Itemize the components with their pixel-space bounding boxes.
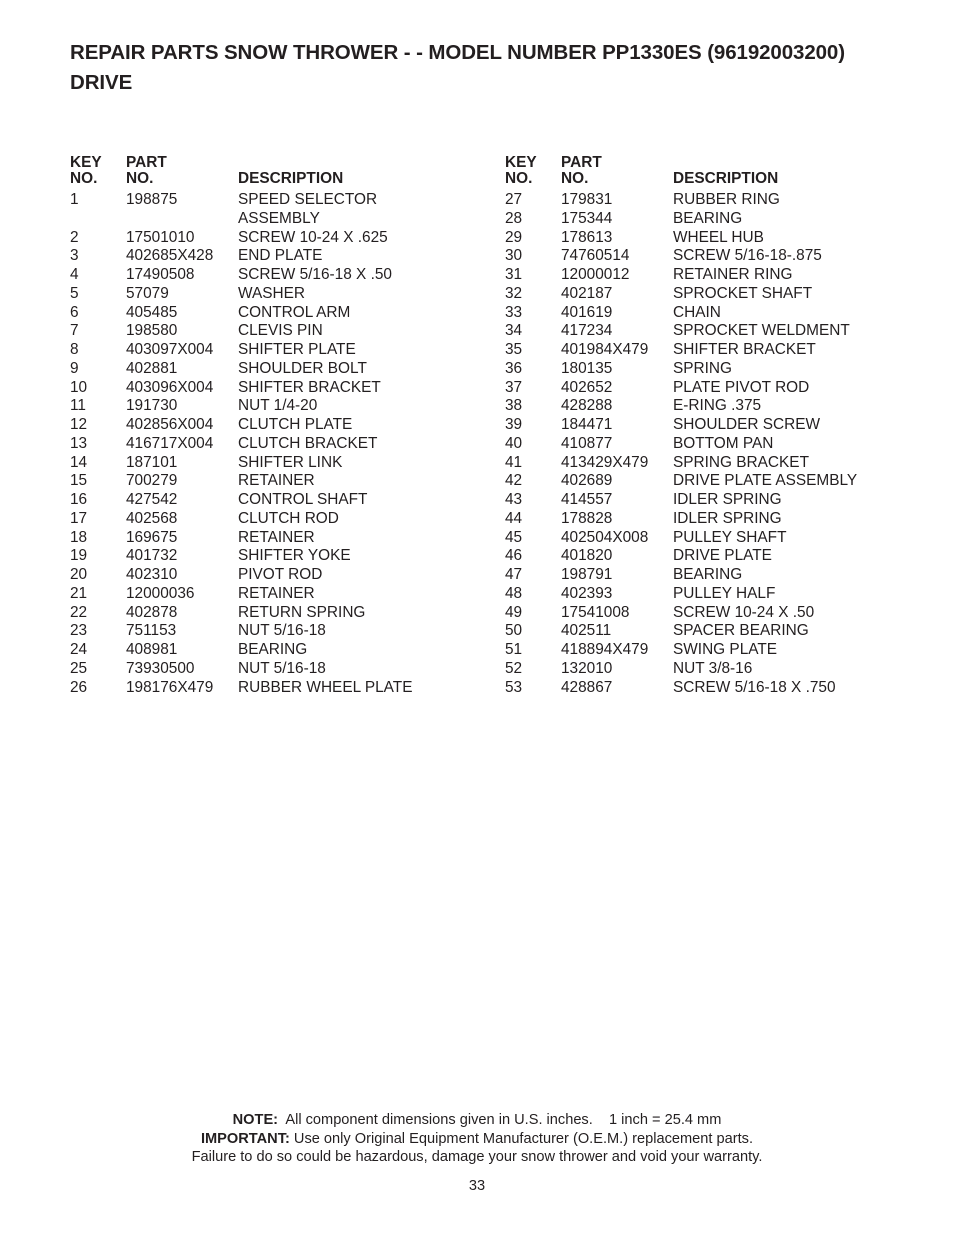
description: SCREW 10-24 X .625 [238, 228, 388, 246]
part-no: 73930500 [126, 659, 195, 677]
key-no: 46 [505, 547, 523, 565]
part-no: 428867 [561, 678, 613, 696]
part-no-header: PART NO. [561, 154, 602, 187]
page-title-line-2: DRIVE [70, 71, 133, 94]
part-no: 402685X428 [126, 247, 214, 265]
description: SPROCKET WELDMENT [673, 322, 850, 340]
description: BEARING [238, 641, 308, 658]
description: DRIVE PLATE ASSEMBLY [673, 472, 858, 490]
key-no: 9 [70, 359, 79, 377]
key-no: 41 [505, 453, 523, 471]
part-no: 401820 [561, 547, 613, 565]
key-no: 18 [70, 528, 88, 546]
key-no: 23 [70, 622, 88, 640]
part-no: 403097X004 [126, 341, 214, 358]
important-line: IMPORTANT: Use only Original Equipment Manufacturer (O.E.M.) replacement parts. [200, 1130, 754, 1147]
part-no-header: PART NO. [126, 154, 167, 187]
key-no: 31 [505, 266, 523, 283]
key-no: 53 [505, 678, 523, 696]
description: SPRING [673, 359, 733, 377]
part-no: 700279 [126, 472, 178, 490]
key-no: 42 [505, 472, 523, 490]
description: IDLER SPRING [673, 509, 782, 527]
part-no: 414557 [561, 491, 613, 508]
description: CHAIN [673, 303, 721, 321]
description: SPEED SELECTOR [238, 191, 378, 208]
description: SWING PLATE [673, 641, 778, 658]
key-no: 48 [505, 584, 523, 602]
key-no: 34 [505, 322, 523, 340]
part-no: 427542 [126, 491, 178, 508]
part-no: 191730 [126, 397, 178, 415]
part-no: 413429X479 [561, 453, 649, 471]
part-no: 402187 [561, 284, 613, 302]
footer-notes [0, 1111, 954, 1167]
description: CLUTCH PLATE [238, 416, 353, 433]
key-no: 5 [70, 284, 79, 302]
key-no: 14 [70, 453, 88, 471]
description: SHIFTER LINK [238, 453, 343, 471]
description: IDLER SPRING [673, 491, 782, 508]
part-no: 17541008 [561, 603, 630, 621]
key-no: 11 [70, 397, 86, 415]
part-no: 401732 [126, 547, 178, 565]
part-no: 198791 [561, 566, 613, 583]
part-no: 416717X004 [126, 434, 214, 452]
part-no: 57079 [126, 284, 169, 302]
description: END PLATE [238, 247, 323, 265]
description: SPRING BRACKET [673, 453, 809, 471]
description: NUT 3/8-16 [673, 659, 753, 677]
key-no: 26 [70, 678, 88, 696]
key-no: 12 [70, 416, 88, 433]
key-no: 3 [70, 247, 79, 265]
part-no: 169675 [126, 528, 178, 546]
part-no: 401984X479 [561, 341, 649, 358]
part-no: 12000036 [126, 584, 195, 602]
key-no: 45 [505, 528, 523, 546]
key-no: 27 [505, 191, 523, 208]
description: CONTROL SHAFT [238, 491, 368, 508]
key-no: 52 [505, 659, 523, 677]
key-no: 1 [70, 191, 79, 208]
description: SHOULDER SCREW [673, 416, 821, 433]
key-no: 20 [70, 566, 88, 583]
part-no: 402881 [126, 359, 178, 377]
key-no: 10 [70, 378, 88, 396]
page-title-line-1: REPAIR PARTS SNOW THROWER - - MODEL NUMBER PP1330ES (96192003200) [70, 41, 845, 64]
part-no: 132010 [561, 659, 613, 677]
key-no: 13 [70, 434, 88, 452]
key-no: 22 [70, 603, 88, 621]
part-no: 175344 [561, 209, 613, 227]
part-no: 428288 [561, 397, 613, 415]
key-no: 37 [505, 378, 523, 396]
key-no: 39 [505, 416, 523, 433]
description: PULLEY HALF [673, 584, 776, 602]
description: E-RING .375 [673, 397, 762, 415]
part-no: 403096X004 [126, 378, 214, 396]
description: RETAINER [238, 584, 315, 602]
part-no: 178613 [561, 228, 613, 246]
description: SHIFTER PLATE [238, 341, 356, 358]
part-no: 402856X004 [126, 416, 214, 433]
key-no: 8 [70, 341, 79, 358]
description: SPACER BEARING [673, 622, 809, 640]
description: BEARING [673, 209, 743, 227]
part-no: 12000012 [561, 266, 630, 283]
part-no: 198176X479 [126, 678, 214, 696]
key-no: 29 [505, 228, 523, 246]
description: BOTTOM PAN [673, 434, 774, 452]
key-no: 28 [505, 209, 523, 227]
description: SHIFTER YOKE [238, 547, 351, 565]
key-no: 25 [70, 659, 88, 677]
note-line: NOTE: All component dimensions given in U.S. inches. 1 inch = 25.4 mm [232, 1112, 722, 1128]
key-no: 35 [505, 341, 523, 358]
description: NUT 1/4-20 [238, 397, 318, 415]
description: SHOULDER BOLT [238, 359, 367, 377]
part-no: 402689 [561, 472, 613, 490]
part-no: 405485 [126, 303, 178, 321]
key-no: 43 [505, 491, 523, 508]
part-no: 402652 [561, 378, 613, 396]
key-no: 32 [505, 284, 523, 302]
part-no: 410877 [561, 434, 613, 452]
part-no: 402310 [126, 566, 178, 583]
description-header: DESCRIPTION [238, 170, 344, 187]
key-no-header: KEY NO. [70, 154, 102, 187]
key-no: 33 [505, 303, 523, 321]
part-no: 402878 [126, 603, 178, 621]
part-no: 180135 [561, 359, 613, 377]
description: WHEEL HUB [673, 228, 764, 246]
part-no: 17501010 [126, 228, 195, 246]
description: PULLEY SHAFT [673, 528, 787, 546]
key-no: 6 [70, 303, 79, 321]
part-no: 402568 [126, 509, 178, 527]
key-no: 30 [505, 247, 523, 265]
page-title [70, 38, 930, 98]
key-no: 17 [70, 509, 88, 527]
part-no: 74760514 [561, 247, 630, 265]
key-no: 38 [505, 397, 523, 415]
key-no: 2 [70, 228, 79, 246]
key-no: 40 [505, 434, 523, 452]
key-no: 50 [505, 622, 523, 640]
part-no: 751153 [126, 622, 177, 640]
description: PIVOT ROD [238, 566, 323, 583]
part-no: 198875 [126, 191, 178, 208]
key-no: 4 [70, 266, 79, 283]
description: SHIFTER BRACKET [238, 378, 381, 396]
description: CLUTCH ROD [238, 509, 339, 527]
key-no: 19 [70, 547, 88, 565]
key-no-header: KEY NO. [505, 154, 537, 187]
part-no: 402393 [561, 584, 613, 602]
description: RETURN SPRING [238, 603, 366, 621]
description: CONTROL ARM [238, 303, 351, 321]
key-no: 49 [505, 603, 523, 621]
key-no: 24 [70, 641, 88, 658]
description: DRIVE PLATE [673, 547, 772, 565]
description-header: DESCRIPTION [673, 170, 779, 187]
key-no: 15 [70, 472, 88, 490]
description: BEARING [673, 566, 743, 583]
part-no: 178828 [561, 509, 613, 527]
description: CLEVIS PIN [238, 322, 323, 340]
description: SPROCKET SHAFT [673, 284, 813, 302]
part-no: 401619 [561, 303, 613, 321]
description: WASHER [238, 284, 305, 302]
part-no: 17490508 [126, 266, 195, 283]
key-no: 16 [70, 491, 88, 508]
description: ASSEMBLY [238, 209, 320, 227]
description: RUBBER WHEEL PLATE [238, 678, 413, 696]
key-no: 7 [70, 322, 79, 340]
description: RUBBER RING [673, 191, 780, 208]
part-no: 417234 [561, 322, 613, 340]
part-no: 184471 [561, 416, 613, 433]
warning-line: Failure to do so could be hazardous, damage your snow thrower and void your warranty. [191, 1149, 763, 1165]
part-no: 179831 [561, 191, 613, 208]
part-no: 418894X479 [561, 641, 649, 658]
description: SCREW 5/16-18 X .50 [238, 266, 392, 283]
key-no: 51 [505, 641, 523, 658]
description: NUT 5/16-18 [238, 659, 326, 677]
description: SHIFTER BRACKET [673, 341, 816, 358]
page-number: 33 [468, 1178, 486, 1194]
description: RETAINER [238, 472, 315, 490]
key-no: 21 [70, 584, 88, 602]
description: PLATE PIVOT ROD [673, 378, 810, 396]
key-no: 36 [505, 359, 523, 377]
part-no: 408981 [126, 641, 178, 658]
key-no: 47 [505, 566, 523, 583]
description: SCREW 10-24 X .50 [673, 603, 815, 621]
description: RETAINER [238, 528, 315, 546]
part-no: 402504X008 [561, 528, 649, 546]
part-no: 187101 [126, 453, 178, 471]
part-no: 198580 [126, 322, 178, 340]
description: SCREW 5/16-18-.875 [673, 247, 822, 265]
key-no: 44 [505, 509, 523, 527]
description: CLUTCH BRACKET [238, 434, 378, 452]
description: RETAINER RING [673, 266, 793, 283]
description: SCREW 5/16-18 X .750 [673, 678, 836, 696]
part-no: 402511 [561, 622, 612, 640]
description: NUT 5/16-18 [238, 622, 326, 640]
